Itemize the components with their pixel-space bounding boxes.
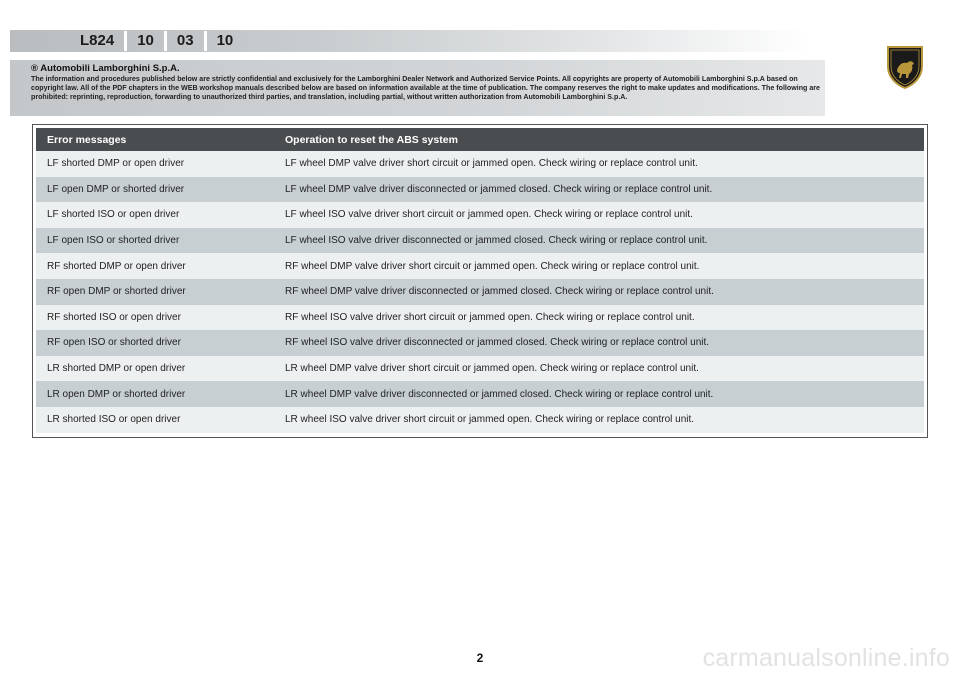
operation-cell: LR wheel ISO valve driver short circuit or jammed open. Check wiring or replace control unit.: [282, 407, 924, 433]
table-header-row: [36, 128, 924, 151]
operation-cell: LF wheel DMP valve driver short circuit or jammed open. Check wiring or replace control unit.: [282, 151, 924, 177]
code-group: 10: [137, 32, 154, 49]
table-row: [36, 151, 924, 177]
error-message-cell: RF shorted ISO or open driver: [36, 305, 282, 331]
code-section: 10: [216, 32, 234, 49]
table-row: [36, 407, 924, 433]
abs-error-table: [36, 128, 924, 433]
notice-body: The information and procedures published below are strictly confidential and exclusively for the Lamborghini Dealer Network and Authorized Service Points. All copyrights are property of Automobili Lamborghini S.p.A based on copyright law. All of the PDF chapters in the WEB workshop manuals described below are based on information available at the time of publication. The company reserves the right to make updates and modifications. The following are prohibited: reprinting, reproduction, forwarding to unauthorized third parties, and translation, including partial, without written authorization from Automobili Lamborghini S.p.A.: [31, 75, 820, 102]
table-row: [36, 177, 924, 203]
error-message-cell: LR open DMP or shorted driver: [36, 381, 282, 407]
table-row: [36, 202, 924, 228]
operation-cell: RF wheel DMP valve driver disconnected or jammed closed. Check wiring or replace control unit.: [282, 279, 924, 305]
table-row: [36, 279, 924, 305]
operation-cell: RF wheel ISO valve driver short circuit or jammed open. Check wiring or replace control unit.: [282, 305, 924, 331]
lamborghini-shield-logo: [885, 44, 925, 90]
table-row: [36, 253, 924, 279]
operation-cell: LF wheel ISO valve driver disconnected or jammed closed. Check wiring or replace control unit.: [282, 228, 924, 254]
operation-cell: LR wheel DMP valve driver disconnected or jammed closed. Check wiring or replace control unit.: [282, 381, 924, 407]
operation-cell: LF wheel DMP valve driver disconnected or jammed closed. Check wiring or replace control unit.: [282, 177, 924, 203]
column-header-operation: Operation to reset the ABS system: [282, 128, 924, 151]
table-row: [36, 228, 924, 254]
code-subgroup: 03: [176, 32, 194, 49]
page-number: 2: [476, 651, 484, 665]
table-row: [36, 305, 924, 331]
error-message-cell: RF open ISO or shorted driver: [36, 330, 282, 356]
operation-cell: RF wheel DMP valve driver short circuit or jammed open. Check wiring or replace control unit.: [282, 253, 924, 279]
error-message-cell: LF open ISO or shorted driver: [36, 228, 282, 254]
error-message-cell: LR shorted ISO or open driver: [36, 407, 282, 433]
notice-title: ® Automobili Lamborghini S.p.A.: [31, 63, 180, 74]
copyright-notice: [10, 60, 825, 116]
operation-cell: LR wheel DMP valve driver short circuit or jammed open. Check wiring or replace control unit.: [282, 356, 924, 382]
abs-error-table-frame: [32, 124, 928, 438]
column-header-error: Error messages: [36, 128, 282, 151]
error-message-cell: LF shorted DMP or open driver: [36, 151, 282, 177]
operation-cell: LF wheel ISO valve driver short circuit or jammed open. Check wiring or replace control unit.: [282, 202, 924, 228]
error-message-cell: RF open DMP or shorted driver: [36, 279, 282, 305]
document-code: [70, 31, 243, 51]
error-message-cell: RF shorted DMP or open driver: [36, 253, 282, 279]
operation-cell: RF wheel ISO valve driver disconnected or jammed closed. Check wiring or replace control unit.: [282, 330, 924, 356]
error-message-cell: LF open DMP or shorted driver: [36, 177, 282, 203]
code-model: L824: [80, 32, 115, 49]
error-message-cell: LR shorted DMP or open driver: [36, 356, 282, 382]
table-row: [36, 381, 924, 407]
table-row: [36, 356, 924, 382]
error-message-cell: LF shorted ISO or open driver: [36, 202, 282, 228]
table-row: [36, 330, 924, 356]
watermark: carmanualsonline.info: [702, 644, 950, 672]
